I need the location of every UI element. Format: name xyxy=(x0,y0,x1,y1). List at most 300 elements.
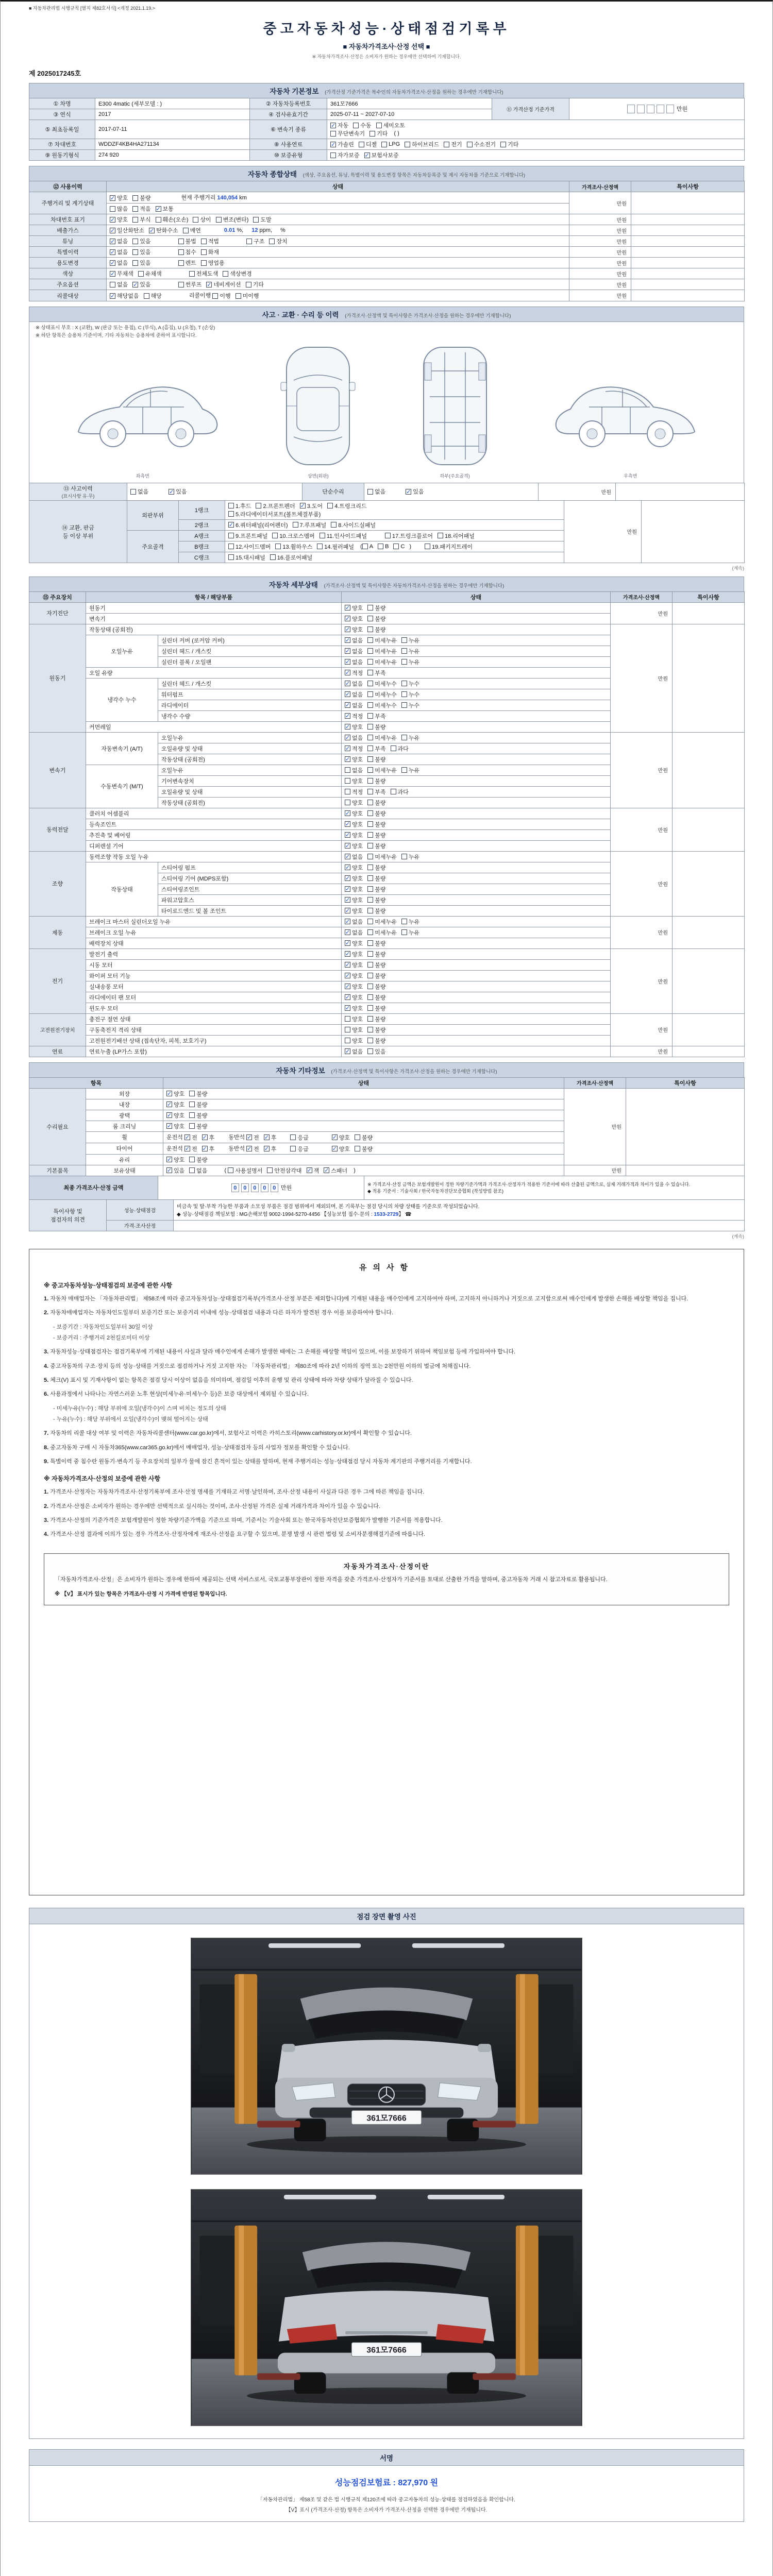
checkbox-box[interactable] xyxy=(189,1112,195,1118)
checkbox-보험사보증[interactable] xyxy=(364,151,399,159)
checkbox-box[interactable] xyxy=(132,217,138,223)
checkbox-부족[interactable] xyxy=(367,788,385,796)
checkbox-불량[interactable] xyxy=(189,1122,207,1130)
checkbox-미세누유[interactable] xyxy=(367,647,397,655)
checkbox-box[interactable]: ✓ xyxy=(169,488,174,495)
checkbox-과다[interactable] xyxy=(391,788,409,796)
checkbox-불량[interactable] xyxy=(367,961,385,969)
checkbox-box[interactable]: ✓ xyxy=(345,929,350,936)
checkbox-무단변속기[interactable] xyxy=(330,129,365,138)
checkbox-box[interactable] xyxy=(367,919,373,924)
checkbox-box[interactable]: ✓ xyxy=(345,875,350,882)
checkbox-box[interactable] xyxy=(367,735,373,740)
checkbox-구조[interactable] xyxy=(246,237,264,245)
checkbox-box[interactable]: ✓ xyxy=(110,249,115,256)
checkbox-box[interactable]: ✓ xyxy=(345,1005,350,1012)
checkbox-미세누유[interactable] xyxy=(367,928,397,937)
checkbox-LPG[interactable] xyxy=(381,141,400,147)
checkbox-box[interactable] xyxy=(355,1146,360,1151)
checkbox-적음[interactable] xyxy=(132,205,150,213)
checkbox-box[interactable] xyxy=(367,886,373,892)
checkbox-box[interactable]: ✓ xyxy=(207,281,212,288)
checkbox-box[interactable] xyxy=(144,293,149,299)
checkbox-box[interactable] xyxy=(189,1101,195,1107)
checkbox-훼손(오손)[interactable] xyxy=(156,215,189,224)
checkbox-box[interactable] xyxy=(367,843,373,849)
checkbox-일산화탄소[interactable] xyxy=(110,226,144,234)
checkbox-box[interactable] xyxy=(367,691,373,697)
checkbox-box[interactable] xyxy=(367,973,373,978)
checkbox-양호[interactable] xyxy=(345,625,363,634)
checkbox-box[interactable] xyxy=(110,282,115,287)
checkbox-15.대시패널[interactable] xyxy=(228,553,265,562)
checkbox-box[interactable] xyxy=(132,260,138,266)
checkbox-box[interactable] xyxy=(401,681,407,686)
checkbox-없음[interactable] xyxy=(345,701,363,709)
checkbox-box[interactable]: ✓ xyxy=(167,1123,172,1130)
checkbox-box[interactable] xyxy=(438,533,443,538)
checkbox-양호[interactable] xyxy=(345,799,363,807)
checkbox-box[interactable]: ✓ xyxy=(406,488,411,495)
checkbox-양호[interactable] xyxy=(345,777,363,785)
checkbox-양호[interactable] xyxy=(345,1026,363,1034)
checkbox-불량[interactable] xyxy=(367,896,385,904)
checkbox-box[interactable]: ✓ xyxy=(167,1157,172,1163)
checkbox-불량[interactable] xyxy=(189,1100,207,1109)
checkbox-불량[interactable] xyxy=(132,194,150,202)
checkbox-없음[interactable] xyxy=(345,918,363,926)
checkbox-누유[interactable] xyxy=(401,766,419,774)
checkbox-box[interactable] xyxy=(367,489,373,495)
checkbox-없음[interactable] xyxy=(367,487,385,496)
checkbox-box[interactable] xyxy=(367,778,373,784)
checkbox-box[interactable] xyxy=(401,637,407,643)
checkbox-양호[interactable] xyxy=(345,1037,363,1045)
checkbox-누수[interactable] xyxy=(401,701,419,709)
checkbox-box[interactable] xyxy=(130,489,136,495)
checkbox-box[interactable] xyxy=(367,1005,373,1011)
checkbox-box[interactable] xyxy=(367,1048,373,1054)
checkbox-양호[interactable] xyxy=(345,820,363,828)
checkbox-box[interactable] xyxy=(327,503,333,509)
checkbox-box[interactable] xyxy=(345,767,350,773)
checkbox-응급[interactable] xyxy=(290,1145,308,1153)
checkbox-누유[interactable] xyxy=(401,853,419,861)
checkbox-불량[interactable] xyxy=(367,615,385,623)
checkbox-box[interactable] xyxy=(378,544,383,549)
checkbox-있음[interactable] xyxy=(169,487,187,496)
checkbox-불량[interactable] xyxy=(367,777,385,785)
checkbox-양호[interactable] xyxy=(345,863,363,872)
checkbox-미세누유[interactable] xyxy=(367,734,397,742)
checkbox-불량[interactable] xyxy=(367,1004,385,1012)
checkbox-양호[interactable] xyxy=(110,215,128,224)
checkbox-16.플로어패널[interactable] xyxy=(270,553,312,562)
checkbox-무채색[interactable] xyxy=(110,269,133,278)
checkbox-전[interactable] xyxy=(246,1133,259,1142)
checkbox-없음[interactable] xyxy=(345,766,363,774)
checkbox-수동[interactable] xyxy=(353,121,371,129)
checkbox-box[interactable] xyxy=(212,293,218,299)
checkbox-누수[interactable] xyxy=(401,690,419,699)
checkbox-box[interactable] xyxy=(189,1123,195,1129)
checkbox-장치[interactable] xyxy=(269,237,287,245)
checkbox-17.트렁크플로어[interactable] xyxy=(385,532,433,540)
checkbox-불량[interactable] xyxy=(367,874,385,883)
checkbox-box[interactable]: ✓ xyxy=(156,206,161,212)
checkbox-있음[interactable] xyxy=(166,1166,184,1175)
checkbox-box[interactable] xyxy=(367,908,373,913)
checkbox-box[interactable] xyxy=(189,271,195,277)
checkbox-box[interactable]: ✓ xyxy=(345,886,350,893)
checkbox-box[interactable] xyxy=(228,554,234,560)
checkbox-불량[interactable] xyxy=(367,907,385,915)
checkbox-적법[interactable] xyxy=(201,237,219,245)
checkbox-후[interactable] xyxy=(202,1133,215,1142)
checkbox-적정[interactable] xyxy=(345,712,363,720)
checkbox-C[interactable] xyxy=(393,544,405,550)
checkbox-box[interactable]: ✓ xyxy=(229,522,234,529)
checkbox-box[interactable] xyxy=(216,217,222,223)
checkbox-양호[interactable] xyxy=(166,1122,184,1130)
checkbox-변조(변타)[interactable] xyxy=(216,215,249,224)
checkbox-침수[interactable] xyxy=(178,248,196,256)
checkbox-불량[interactable] xyxy=(367,950,385,958)
checkbox-누수[interactable] xyxy=(401,680,419,688)
checkbox-box[interactable]: ✓ xyxy=(345,854,350,860)
checkbox-불량[interactable] xyxy=(367,863,385,872)
checkbox-box[interactable] xyxy=(345,789,350,794)
checkbox-box[interactable]: ✓ xyxy=(167,1091,172,1097)
checkbox-box[interactable] xyxy=(228,1167,233,1173)
checkbox-box[interactable] xyxy=(401,767,407,773)
checkbox-전[interactable] xyxy=(246,1145,259,1153)
checkbox-불량[interactable] xyxy=(367,820,385,828)
checkbox-box[interactable] xyxy=(132,206,138,212)
checkbox-부족[interactable] xyxy=(367,744,385,753)
checkbox-후[interactable] xyxy=(202,1145,215,1153)
checkbox-box[interactable] xyxy=(228,503,234,509)
checkbox-box[interactable] xyxy=(444,142,449,147)
checkbox-미세누유[interactable] xyxy=(367,853,397,861)
checkbox-box[interactable]: ✓ xyxy=(345,735,350,741)
checkbox-있음[interactable] xyxy=(367,1047,385,1056)
checkbox-없음[interactable] xyxy=(345,690,363,699)
checkbox-해당[interactable] xyxy=(144,292,162,300)
checkbox-적정[interactable] xyxy=(345,788,363,796)
checkbox-box[interactable]: ✓ xyxy=(345,691,350,698)
checkbox-없음[interactable] xyxy=(345,734,363,742)
checkbox-box[interactable]: ✓ xyxy=(149,227,155,234)
checkbox-양호[interactable] xyxy=(345,755,363,764)
checkbox-box[interactable]: ✓ xyxy=(264,1134,270,1141)
checkbox-후[interactable] xyxy=(264,1133,277,1142)
checkbox-box[interactable] xyxy=(290,1134,296,1140)
checkbox-box[interactable] xyxy=(223,271,228,277)
checkbox-불량[interactable] xyxy=(355,1133,373,1142)
checkbox-box[interactable] xyxy=(367,789,373,794)
checkbox-box[interactable] xyxy=(367,1027,373,1032)
checkbox-box[interactable]: ✓ xyxy=(184,1146,190,1153)
checkbox-없음[interactable] xyxy=(110,248,128,256)
checkbox-box[interactable]: ✓ xyxy=(332,1134,337,1141)
checkbox-18.리어패널[interactable] xyxy=(438,532,475,540)
checkbox-3.도어[interactable] xyxy=(300,502,323,510)
checkbox-box[interactable]: ✓ xyxy=(300,503,305,510)
checkbox-양호[interactable] xyxy=(345,982,363,991)
checkbox-불량[interactable] xyxy=(355,1145,373,1153)
checkbox-box[interactable]: ✓ xyxy=(345,843,350,850)
checkbox-없음[interactable] xyxy=(110,259,128,267)
checkbox-box[interactable] xyxy=(132,249,138,255)
checkbox-box[interactable] xyxy=(367,745,373,751)
checkbox-box[interactable] xyxy=(381,142,387,147)
checkbox-수소전기[interactable] xyxy=(467,140,496,148)
checkbox-box[interactable] xyxy=(401,691,407,697)
checkbox-양호[interactable] xyxy=(332,1145,350,1153)
checkbox-box[interactable] xyxy=(425,544,430,549)
checkbox-box[interactable]: ✓ xyxy=(167,1167,172,1174)
checkbox-box[interactable] xyxy=(362,544,368,549)
checkbox-세미오토[interactable] xyxy=(376,121,406,129)
checkbox-렌트[interactable] xyxy=(178,259,196,267)
checkbox-불량[interactable] xyxy=(189,1090,207,1098)
checkbox-스패너[interactable] xyxy=(324,1166,347,1175)
checkbox-box[interactable]: ✓ xyxy=(110,195,115,201)
checkbox-box[interactable]: ✓ xyxy=(331,141,336,148)
checkbox-전[interactable] xyxy=(184,1133,197,1142)
checkbox-양호[interactable] xyxy=(345,896,363,904)
checkbox-box[interactable]: ✓ xyxy=(332,1146,337,1153)
checkbox-box[interactable] xyxy=(320,533,325,538)
checkbox-없음[interactable] xyxy=(189,1166,207,1175)
checkbox-box[interactable] xyxy=(138,271,144,277)
checkbox-양호[interactable] xyxy=(345,1015,363,1023)
checkbox-box[interactable]: ✓ xyxy=(364,152,369,159)
checkbox-box[interactable] xyxy=(367,865,373,870)
checkbox-불량[interactable] xyxy=(367,885,385,893)
checkbox-box[interactable] xyxy=(201,249,207,255)
checkbox-불량[interactable] xyxy=(367,939,385,947)
checkbox-상이[interactable] xyxy=(193,215,211,224)
checkbox-A[interactable] xyxy=(362,544,373,550)
checkbox-불량[interactable] xyxy=(367,625,385,634)
checkbox-미세누유[interactable] xyxy=(367,658,397,666)
checkbox-box[interactable] xyxy=(345,1038,350,1043)
checkbox-box[interactable] xyxy=(193,217,198,223)
checkbox-없음[interactable] xyxy=(345,1047,363,1056)
checkbox-양호[interactable] xyxy=(345,939,363,947)
checkbox-box[interactable] xyxy=(369,131,375,137)
checkbox-양호[interactable] xyxy=(345,950,363,958)
checkbox-없음[interactable] xyxy=(345,658,363,666)
checkbox-box[interactable] xyxy=(367,713,373,719)
checkbox-box[interactable] xyxy=(178,239,184,244)
checkbox-5.라디에이터서포트(볼트체결부품)[interactable] xyxy=(228,510,321,518)
checkbox-양호[interactable] xyxy=(166,1156,184,1164)
checkbox-전체도색[interactable] xyxy=(189,269,219,278)
checkbox-썬루프[interactable] xyxy=(178,280,202,289)
checkbox-불량[interactable] xyxy=(367,1026,385,1034)
checkbox-box[interactable]: ✓ xyxy=(110,238,115,245)
checkbox-양호[interactable] xyxy=(345,993,363,1002)
checkbox-box[interactable] xyxy=(367,875,373,881)
checkbox-box[interactable] xyxy=(467,142,473,147)
checkbox-미세누유[interactable] xyxy=(367,636,397,645)
checkbox-응급[interactable] xyxy=(290,1133,308,1142)
checkbox-box[interactable] xyxy=(385,533,391,538)
checkbox-있음[interactable] xyxy=(406,487,424,496)
checkbox-있음[interactable] xyxy=(132,237,150,245)
checkbox-box[interactable] xyxy=(367,810,373,816)
checkbox-box[interactable] xyxy=(401,919,407,924)
checkbox-box[interactable]: ✓ xyxy=(345,865,350,871)
checkbox-box[interactable]: ✓ xyxy=(345,681,350,687)
checkbox-box[interactable]: ✓ xyxy=(110,227,115,234)
checkbox-box[interactable]: ✓ xyxy=(202,1146,207,1153)
checkbox-양호[interactable] xyxy=(345,831,363,839)
checkbox-box[interactable] xyxy=(189,1091,195,1096)
checkbox-미세누유[interactable] xyxy=(367,766,397,774)
checkbox-box[interactable]: ✓ xyxy=(345,670,350,676)
checkbox-안전삼각대[interactable] xyxy=(267,1166,301,1175)
checkbox-box[interactable]: ✓ xyxy=(110,216,115,223)
checkbox-box[interactable] xyxy=(330,131,336,137)
checkbox-box[interactable] xyxy=(331,522,337,528)
checkbox-누유[interactable] xyxy=(401,928,419,937)
checkbox-기타[interactable] xyxy=(369,129,388,138)
checkbox-box[interactable] xyxy=(367,605,373,611)
checkbox-없음[interactable] xyxy=(110,280,128,289)
checkbox-전기[interactable] xyxy=(444,140,462,148)
checkbox-불량[interactable] xyxy=(367,755,385,764)
checkbox-12.사이드멤버[interactable] xyxy=(228,543,271,551)
checkbox-box[interactable] xyxy=(269,239,275,244)
checkbox-box[interactable] xyxy=(367,897,373,903)
checkbox-box[interactable]: ✓ xyxy=(345,605,350,612)
checkbox-적정[interactable] xyxy=(345,744,363,753)
checkbox-box[interactable] xyxy=(367,616,373,621)
checkbox-box[interactable]: ✓ xyxy=(345,713,350,720)
checkbox-box[interactable]: ✓ xyxy=(345,724,350,731)
checkbox-미세누수[interactable] xyxy=(367,690,397,699)
checkbox-불량[interactable] xyxy=(367,1015,385,1023)
checkbox-box[interactable]: ✓ xyxy=(345,659,350,666)
checkbox-box[interactable] xyxy=(272,533,278,538)
checkbox-가솔린[interactable] xyxy=(330,140,354,148)
checkbox-box[interactable] xyxy=(500,142,506,147)
checkbox-box[interactable]: ✓ xyxy=(167,1112,172,1119)
checkbox-과다[interactable] xyxy=(391,744,409,753)
checkbox-box[interactable]: ✓ xyxy=(345,908,350,914)
checkbox-box[interactable] xyxy=(367,1038,373,1043)
checkbox-box[interactable]: ✓ xyxy=(247,1146,252,1153)
checkbox-box[interactable] xyxy=(228,544,234,549)
checkbox-양호[interactable] xyxy=(345,885,363,893)
checkbox-사용설명서[interactable] xyxy=(228,1166,262,1175)
checkbox-box[interactable] xyxy=(201,239,207,244)
checkbox-있음[interactable] xyxy=(132,248,150,256)
checkbox-box[interactable] xyxy=(293,522,298,528)
checkbox-box[interactable]: ✓ xyxy=(345,626,350,633)
checkbox-box[interactable] xyxy=(228,511,234,517)
checkbox-불량[interactable] xyxy=(367,723,385,731)
checkbox-box[interactable]: ✓ xyxy=(184,1134,190,1141)
checkbox-양호[interactable] xyxy=(345,874,363,883)
checkbox-양호[interactable] xyxy=(345,972,363,980)
checkbox-없음[interactable] xyxy=(130,487,148,496)
checkbox-양호[interactable] xyxy=(332,1133,350,1142)
checkbox-불량[interactable] xyxy=(367,972,385,980)
checkbox-box[interactable] xyxy=(317,544,323,549)
checkbox-box[interactable] xyxy=(132,239,138,244)
checkbox-2.프론트펜더[interactable] xyxy=(256,502,295,510)
checkbox-box[interactable] xyxy=(345,1016,350,1022)
checkbox-13.휠하우스[interactable] xyxy=(275,543,312,551)
checkbox-box[interactable] xyxy=(367,832,373,838)
checkbox-보통[interactable] xyxy=(156,205,174,213)
checkbox-화재[interactable] xyxy=(201,248,219,256)
checkbox-양호[interactable] xyxy=(345,1004,363,1012)
checkbox-기타[interactable] xyxy=(246,280,264,289)
checkbox-box[interactable]: ✓ xyxy=(264,1146,270,1153)
checkbox-미이행[interactable] xyxy=(236,292,259,300)
checkbox-유채색[interactable] xyxy=(138,269,162,278)
checkbox-불량[interactable] xyxy=(367,831,385,839)
checkbox-양호[interactable] xyxy=(345,615,363,623)
checkbox-box[interactable]: ✓ xyxy=(345,962,350,969)
checkbox-box[interactable]: ✓ xyxy=(345,702,350,709)
checkbox-box[interactable]: ✓ xyxy=(307,1167,312,1174)
checkbox-box[interactable] xyxy=(367,994,373,1000)
checkbox-box[interactable]: ✓ xyxy=(345,832,350,839)
checkbox-없음[interactable] xyxy=(345,928,363,937)
checkbox-box[interactable]: ✓ xyxy=(345,919,350,925)
checkbox-불량[interactable] xyxy=(189,1156,207,1164)
checkbox-누유[interactable] xyxy=(401,918,419,926)
checkbox-box[interactable] xyxy=(345,1027,350,1032)
checkbox-box[interactable] xyxy=(330,152,336,158)
checkbox-box[interactable] xyxy=(401,854,407,859)
checkbox-box[interactable] xyxy=(376,123,382,128)
checkbox-box[interactable] xyxy=(246,239,252,244)
checkbox-box[interactable]: ✓ xyxy=(110,260,115,266)
checkbox-box[interactable] xyxy=(367,1016,373,1022)
checkbox-누유[interactable] xyxy=(401,658,419,666)
checkbox-불량[interactable] xyxy=(367,809,385,818)
checkbox-box[interactable] xyxy=(405,142,410,147)
checkbox-불량[interactable] xyxy=(367,799,385,807)
checkbox-11.인사이드패널[interactable] xyxy=(320,532,367,540)
checkbox-box[interactable] xyxy=(178,249,184,255)
checkbox-box[interactable] xyxy=(228,533,234,538)
checkbox-box[interactable]: ✓ xyxy=(202,1134,207,1141)
checkbox-양호[interactable] xyxy=(166,1100,184,1109)
checkbox-있음[interactable] xyxy=(132,280,150,289)
checkbox-box[interactable] xyxy=(156,217,161,223)
checkbox-부식[interactable] xyxy=(132,215,150,224)
checkbox-box[interactable] xyxy=(178,260,184,266)
checkbox-box[interactable]: ✓ xyxy=(247,1134,252,1141)
checkbox-없음[interactable] xyxy=(110,237,128,245)
checkbox-box[interactable]: ✓ xyxy=(345,637,350,644)
checkbox-6.쿼터패널(리어펜더)[interactable] xyxy=(228,521,288,529)
checkbox-box[interactable] xyxy=(110,206,115,212)
checkbox-box[interactable] xyxy=(275,544,281,549)
checkbox-box[interactable] xyxy=(367,984,373,989)
checkbox-없음[interactable] xyxy=(345,647,363,655)
checkbox-양호[interactable] xyxy=(166,1111,184,1120)
